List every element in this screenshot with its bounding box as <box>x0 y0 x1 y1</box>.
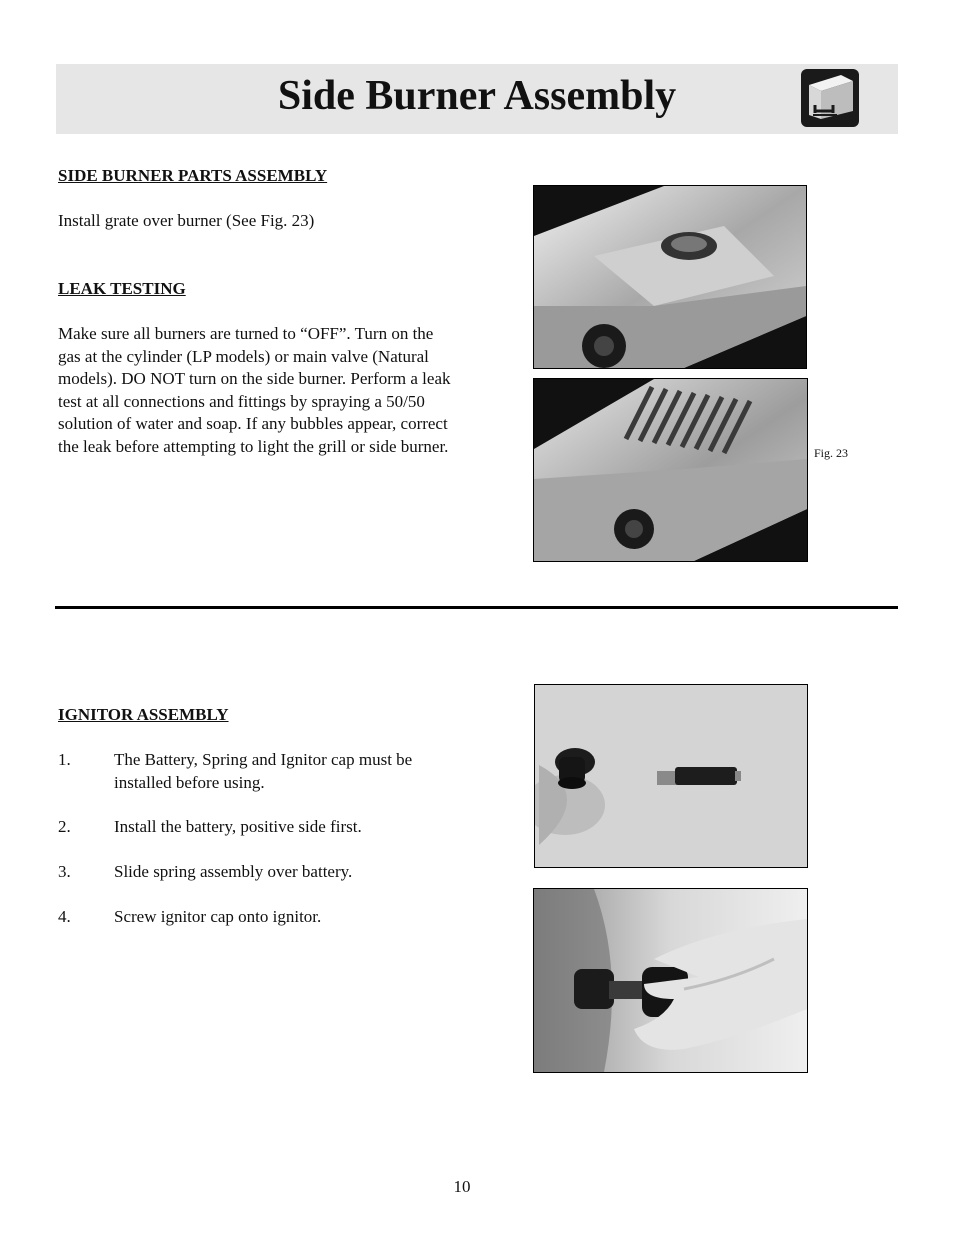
step-text: Install the battery, positive side first. <box>114 817 362 836</box>
parts-assembly-heading: SIDE BURNER PARTS ASSEMBLY <box>58 166 328 185</box>
section-divider <box>55 606 898 609</box>
step-number: 3. <box>58 862 71 881</box>
page-title: Side Burner Assembly <box>277 73 677 119</box>
step-text: Slide spring assembly over battery. <box>114 862 353 881</box>
ignitor-parts-photo <box>534 684 808 868</box>
leak-testing-body: Make sure all burners are turned to “OFF”. Turn on the gas at the cylinder (LP models) or main valve (Natural models). DO NOT turn on the side burner. Perform a leak test at all connections and fittings by spraying a 50/50 solution of water and soap. If any bubbles appear, correct the leak before attempting to light the grill or side burner. <box>58 324 451 456</box>
title-bar <box>56 64 898 134</box>
step-text: Screw ignitor cap onto ignitor. <box>114 907 322 926</box>
page-number: 10 <box>453 1177 471 1196</box>
burner-photo <box>533 185 807 369</box>
step-number: 4. <box>58 907 71 926</box>
fig-23-label: Fig. 23 <box>814 446 849 460</box>
grate-instruction: Install grate over burner (See Fig. 23) <box>58 211 315 230</box>
ignitor-assembly-heading: IGNITOR ASSEMBLY <box>58 705 229 724</box>
step-number: 1. <box>58 750 71 769</box>
step-text: The Battery, Spring and Ignitor cap must be installed before using. <box>114 750 413 792</box>
step-number: 2. <box>58 817 71 836</box>
grill-lid-handle-icon <box>801 69 859 127</box>
leak-testing-heading: LEAK TESTING <box>58 279 186 298</box>
ignitor-install-photo <box>533 888 808 1073</box>
grate-photo <box>533 378 808 562</box>
